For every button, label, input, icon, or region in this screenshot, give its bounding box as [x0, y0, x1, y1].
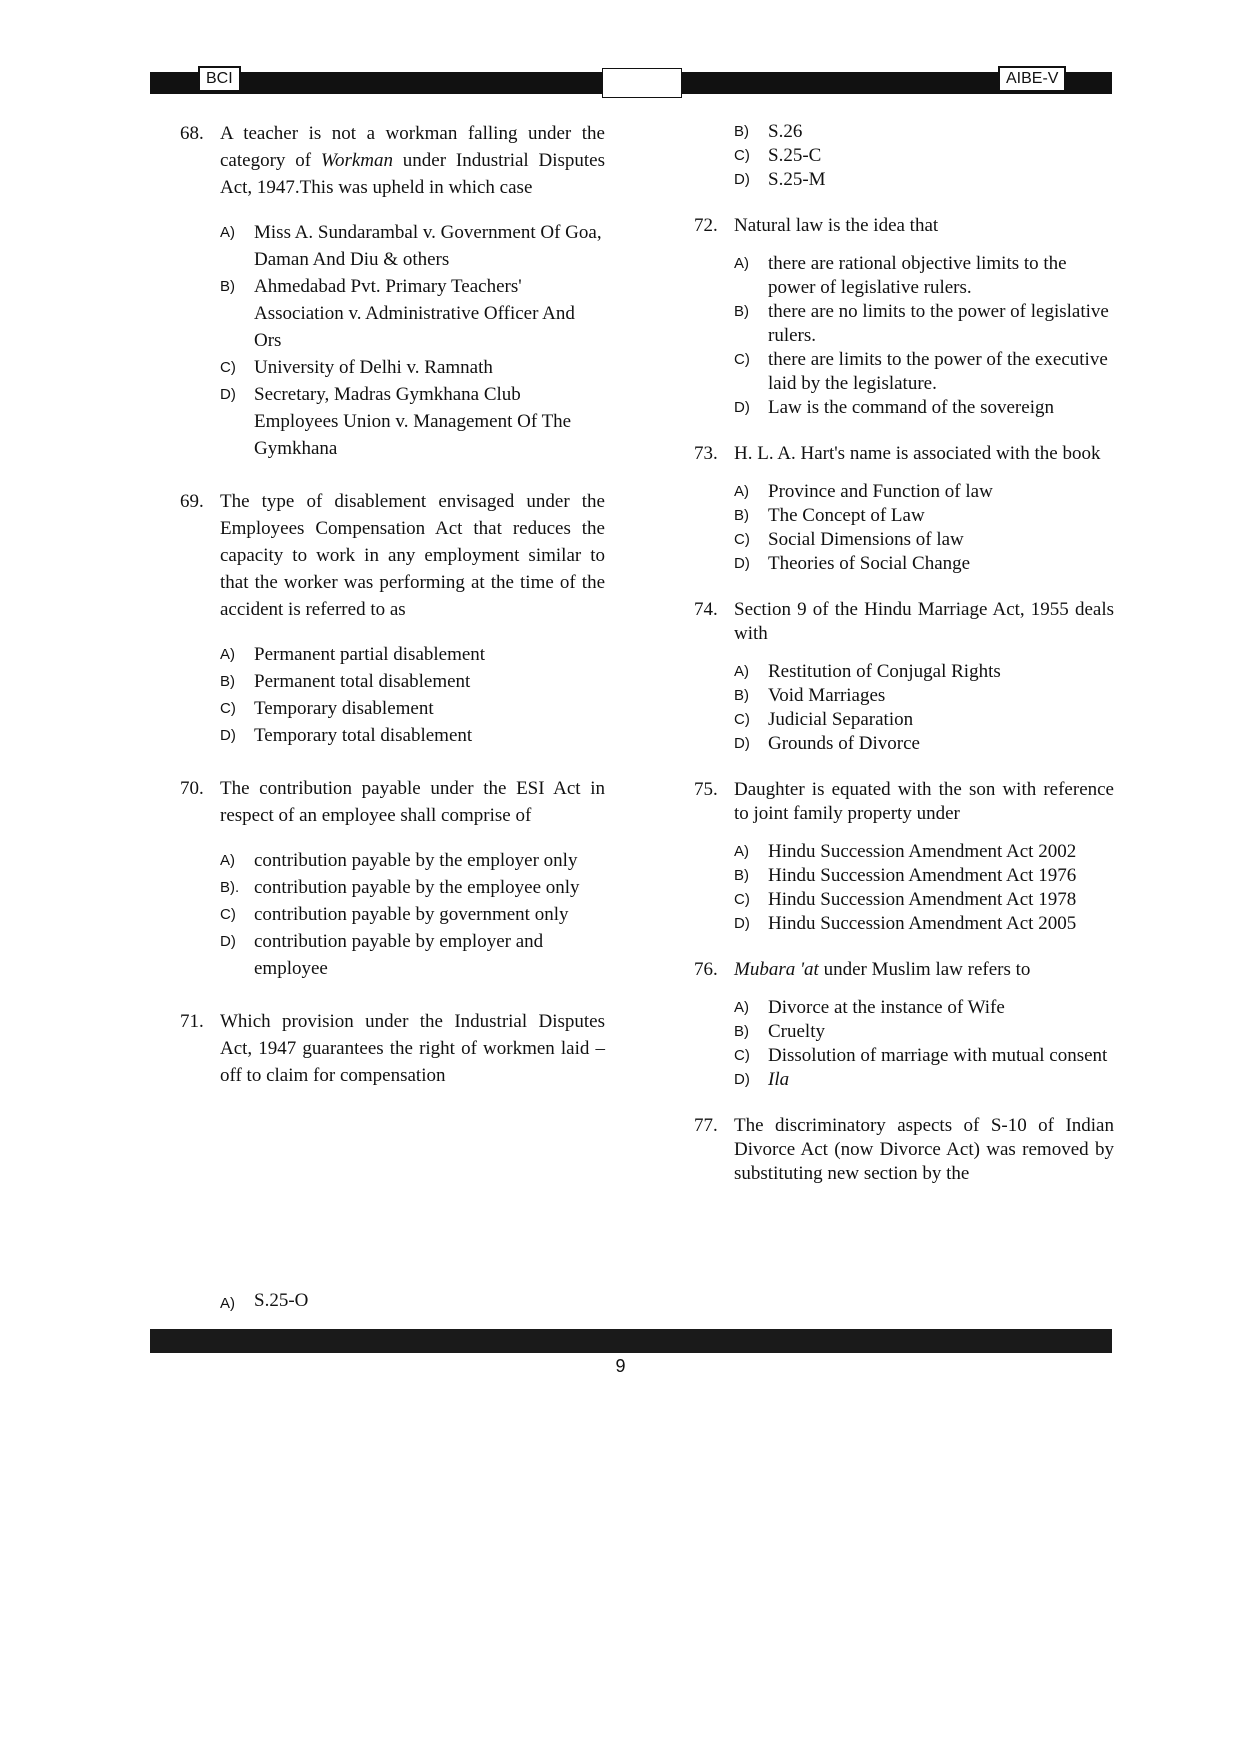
option-letter: A)	[220, 646, 235, 663]
option-text: Social Dimensions of law	[768, 529, 964, 550]
question-text-part: under Muslim law refers to	[818, 959, 1031, 980]
options-list	[220, 641, 605, 749]
option-letter: D)	[734, 735, 750, 752]
option-letter: A)	[734, 843, 749, 860]
option-text: Permanent partial disablement	[254, 644, 486, 665]
option-letter: C)	[220, 700, 236, 717]
option-item	[220, 695, 605, 722]
option-text: Hindu Succession Amendment Act 2005	[768, 913, 1077, 934]
question-text-part: Section 9 of the Hindu Marriage Act, 1955 deals with	[734, 599, 1114, 644]
option-item	[220, 354, 605, 381]
header-left-tag: BCI	[198, 66, 241, 92]
question-number: 76.	[694, 959, 718, 980]
option-letter: B)	[734, 687, 749, 704]
option-letter: A)	[734, 999, 749, 1016]
option-letter: B)	[734, 123, 749, 140]
option-item	[734, 996, 1114, 1020]
option-item	[220, 722, 605, 749]
option-text: Temporary total disablement	[254, 725, 473, 746]
question-number: 71.	[180, 1011, 204, 1032]
question-text	[734, 214, 1114, 238]
question-text	[734, 1114, 1114, 1186]
question-text	[734, 958, 1114, 982]
option-item	[220, 273, 605, 354]
question-68	[180, 120, 605, 201]
question-text-part: The discriminatory aspects of S-10 of Indian Divorce Act (now Divorce Act) was removed by substituting new section by the	[734, 1115, 1114, 1184]
q71-continued-options	[734, 120, 1114, 192]
option-letter: C)	[734, 147, 750, 164]
question-75	[694, 778, 1114, 826]
question-text	[220, 775, 605, 829]
options-list	[734, 480, 1114, 576]
option-text: Ila	[768, 1069, 790, 1090]
option-item	[734, 300, 1114, 348]
option-letter: D)	[734, 915, 750, 932]
option-text: Theories of Social Change	[768, 553, 971, 574]
question-text	[220, 488, 605, 623]
option-letter: B)	[734, 867, 749, 884]
option-text: Grounds of Divorce	[768, 733, 920, 754]
option-text: there are limits to the power of the executive laid by the legislature.	[768, 349, 1108, 394]
option-item	[734, 708, 1114, 732]
option-letter: D)	[220, 933, 236, 950]
option-item	[734, 168, 1114, 192]
option-letter: C)	[734, 891, 750, 908]
question-text-part: Which provision under the Industrial Disputes Act, 1947 guarantees the right of workmen laid –off to claim for compensation	[220, 1011, 605, 1086]
option-letter: B)	[220, 673, 235, 690]
option-text: Hindu Succession Amendment Act 2002	[768, 841, 1077, 862]
question-text	[220, 1008, 605, 1089]
option-letter: C)	[734, 531, 750, 548]
option-letter: A)	[220, 224, 235, 241]
option-text: S.25-M	[768, 169, 826, 190]
option-letter: B)	[734, 1023, 749, 1040]
option-item	[734, 888, 1114, 912]
right-column	[694, 120, 1114, 1200]
option-text: S.25-O	[254, 1290, 309, 1311]
option-letter: D)	[220, 727, 236, 744]
question-text	[734, 442, 1114, 466]
option-item	[734, 144, 1114, 168]
option-letter: D)	[734, 171, 750, 188]
option-text: Permanent total disablement	[254, 671, 471, 692]
option-letter: B)	[734, 507, 749, 524]
option-text: Secretary, Madras Gymkhana Club Employees Union v. Management Of The Gymkhana	[254, 384, 572, 459]
option-text: S.25-C	[768, 145, 822, 166]
option-letter: D)	[734, 399, 750, 416]
question-text-part: The contribution payable under the ESI Act in respect of an employee shall comprise of	[220, 778, 605, 826]
question-text	[734, 778, 1114, 826]
option-text: Miss A. Sundarambal v. Government Of Goa, Daman And Diu & others	[254, 222, 602, 270]
option-item	[220, 641, 605, 668]
option-text: there are rational objective limits to the power of legislative rulers.	[768, 253, 1067, 298]
option-text: Judicial Separation	[768, 709, 914, 730]
option-letter: D)	[734, 1071, 750, 1088]
question-73	[694, 442, 1114, 466]
option-item	[734, 732, 1114, 756]
option-item	[220, 901, 605, 928]
option-item	[220, 668, 605, 695]
option-text: contribution payable by the employee only	[254, 877, 580, 898]
option-item	[734, 684, 1114, 708]
question-number: 70.	[180, 778, 204, 799]
options-list	[734, 660, 1114, 756]
option-text: S.26	[768, 121, 803, 142]
question-text-part: Daughter is equated with the son with reference to joint family property under	[734, 779, 1114, 824]
option-item	[220, 847, 605, 874]
options-list	[734, 252, 1114, 420]
option-item	[734, 840, 1114, 864]
question-text-italic: Mubara 'at	[734, 959, 819, 980]
question-text-part: The type of disablement envisaged under the Employees Compensation Act that reduces the capacity to work in any employment similar to that the worker was performing at the time of the accident is referred to as	[220, 491, 605, 620]
question-text	[220, 120, 605, 201]
option-item	[734, 348, 1114, 396]
question-text-part: under Industrial Disputes Act, 1947.This was upheld in which case	[220, 150, 606, 198]
question-number: 77.	[694, 1115, 718, 1136]
question-number: 74.	[694, 599, 718, 620]
option-text: Ahmedabad Pvt. Primary Teachers' Association v. Administrative Officer And Ors	[254, 276, 575, 351]
option-letter: A)	[734, 663, 749, 680]
option-letter: B)	[734, 303, 749, 320]
question-70	[180, 775, 605, 829]
option-letter: C)	[220, 359, 236, 376]
options-list	[734, 996, 1114, 1092]
option-item	[734, 1068, 1114, 1092]
option-text: Province and Function of law	[768, 481, 993, 502]
question-number: 73.	[694, 443, 718, 464]
option-item	[220, 381, 605, 462]
question-number: 72.	[694, 215, 718, 236]
footer-bar	[150, 1329, 1112, 1353]
option-letter: A)	[734, 255, 749, 272]
options-list	[220, 219, 605, 462]
question-text-italic: Workman	[320, 150, 393, 171]
question-76	[694, 958, 1114, 982]
option-text: Divorce at the instance of Wife	[768, 997, 1005, 1018]
option-letter: A)	[220, 852, 235, 869]
option-item	[734, 252, 1114, 300]
option-item	[220, 219, 605, 273]
question-72	[694, 214, 1114, 238]
option-text: contribution payable by the employer only	[254, 850, 578, 871]
option-letter: C)	[734, 711, 750, 728]
option-letter: D)	[220, 386, 236, 403]
header-center-box	[602, 68, 682, 98]
q71-option-a	[220, 1290, 308, 1317]
option-text: Law is the command of the sovereign	[768, 397, 1054, 418]
option-text: University of Delhi v. Ramnath	[254, 357, 493, 378]
option-item	[734, 396, 1114, 420]
option-letter: B)	[220, 278, 235, 295]
header-right-tag: AIBE-V	[998, 66, 1066, 92]
option-text: contribution payable by employer and employee	[254, 931, 544, 979]
option-letter: C)	[734, 1047, 750, 1064]
option-item	[734, 1020, 1114, 1044]
option-text: contribution payable by government only	[254, 904, 569, 925]
options-list	[734, 840, 1114, 936]
question-74	[694, 598, 1114, 646]
option-text: Dissolution of marriage with mutual consent	[768, 1045, 1108, 1066]
question-number: 69.	[180, 491, 204, 512]
option-text: Temporary disablement	[254, 698, 434, 719]
options-list	[220, 847, 605, 982]
option-item	[220, 928, 605, 982]
option-text: Cruelty	[768, 1021, 825, 1042]
question-77	[694, 1114, 1114, 1186]
option-letter: D)	[734, 555, 750, 572]
option-item	[220, 874, 605, 901]
question-number: 75.	[694, 779, 718, 800]
option-item	[734, 480, 1114, 504]
option-item	[734, 660, 1114, 684]
option-item	[734, 528, 1114, 552]
option-text: Hindu Succession Amendment Act 1976	[768, 865, 1077, 886]
option-text: there are no limits to the power of legislative rulers.	[768, 301, 1109, 346]
option-letter: C)	[220, 906, 236, 923]
question-text-part: H. L. A. Hart's name is associated with the book	[734, 443, 1101, 464]
question-number: 68.	[180, 123, 204, 144]
question-69	[180, 488, 605, 623]
page-number: 9	[615, 1356, 626, 1376]
option-item	[734, 1044, 1114, 1068]
option-letter: A)	[734, 483, 749, 500]
question-text-part: A teacher is not a workman falling under the category of	[220, 123, 605, 171]
option-item	[734, 552, 1114, 576]
option-text: Restitution of Conjugal Rights	[768, 661, 1001, 682]
option-item	[734, 912, 1114, 936]
option-item	[734, 120, 1114, 144]
option-text: Hindu Succession Amendment Act 1978	[768, 889, 1077, 910]
question-text	[734, 598, 1114, 646]
question-text-part: Natural law is the idea that	[734, 215, 939, 236]
option-text: Void Marriages	[768, 685, 886, 706]
option-letter: C)	[734, 351, 750, 368]
option-letter: B).	[220, 879, 240, 896]
option-text: The Concept of Law	[768, 505, 925, 526]
question-71	[180, 1008, 605, 1089]
option-item	[734, 504, 1114, 528]
left-column	[180, 120, 605, 1107]
option-item	[734, 864, 1114, 888]
option-letter: A)	[220, 1295, 235, 1312]
